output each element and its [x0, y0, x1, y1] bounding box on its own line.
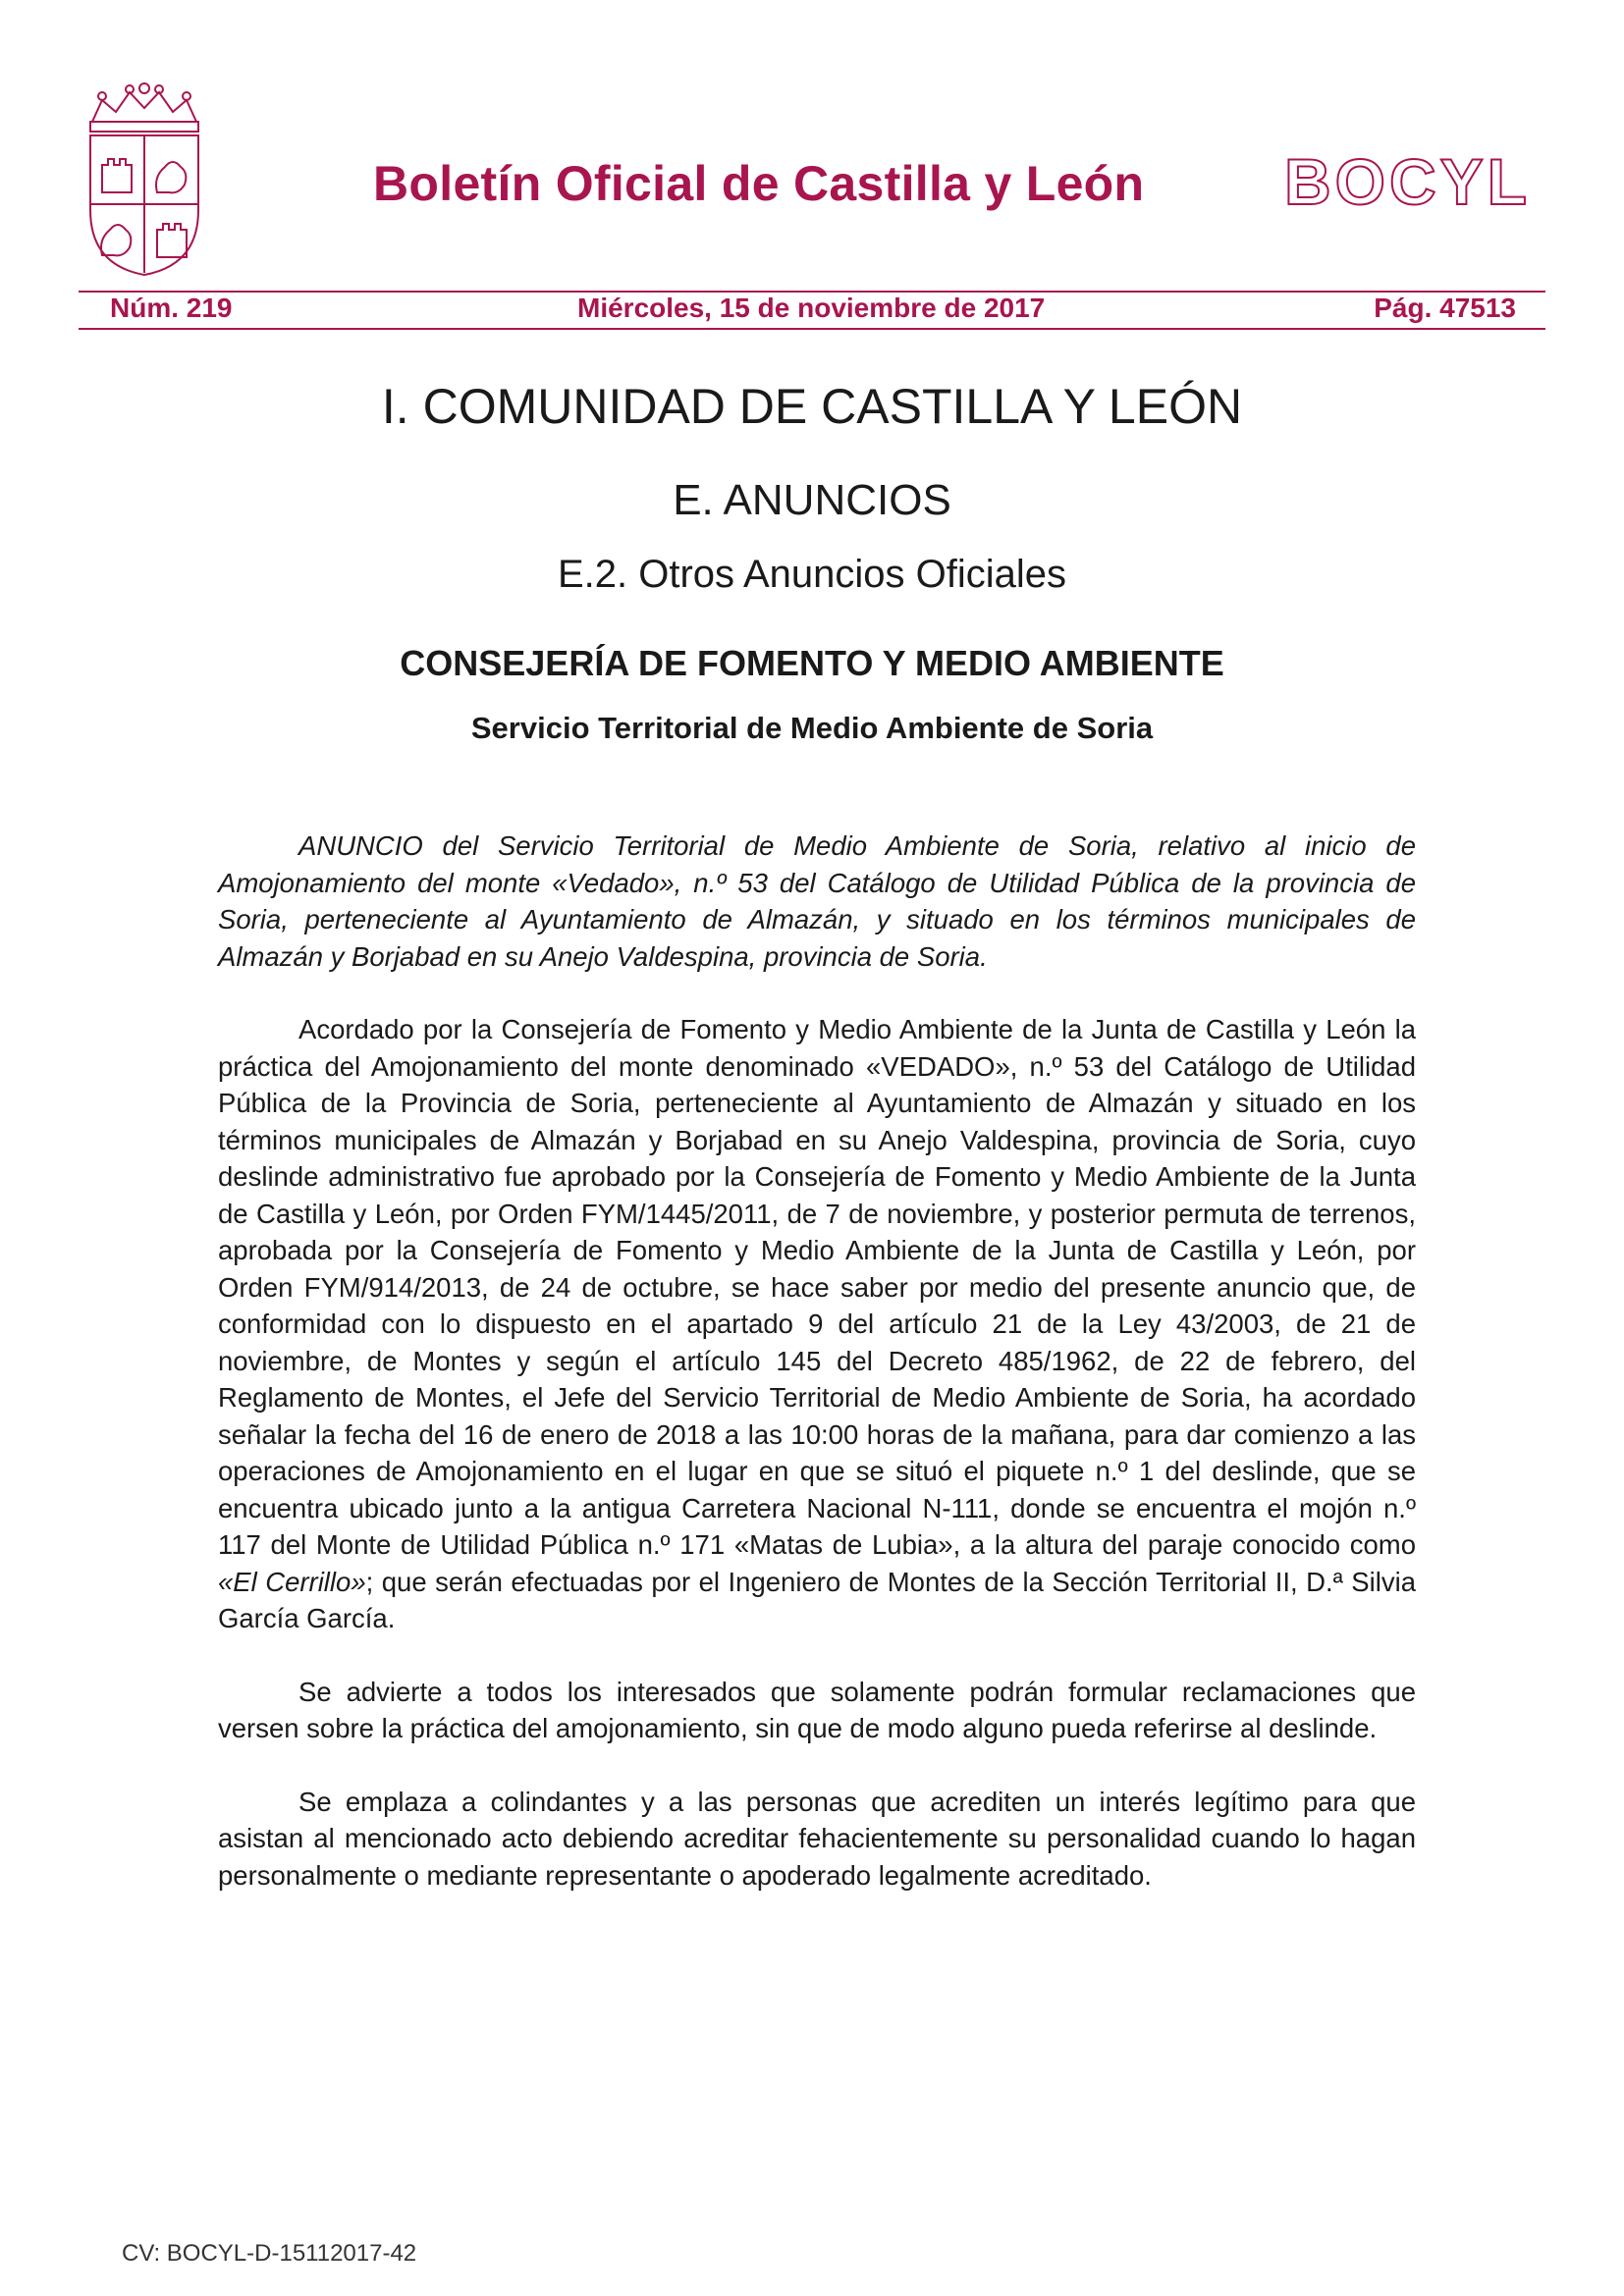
- subsection-heading: E. ANUNCIOS: [673, 476, 951, 524]
- coat-of-arms-logo: [82, 82, 206, 279]
- section-heading: I. COMUNIDAD DE CASTILLA Y LEÓN: [381, 379, 1243, 434]
- svg-text:BOCYL: BOCYL: [1284, 149, 1531, 214]
- header-rule-bottom: [79, 328, 1545, 330]
- paragraph-1: [218, 1011, 1416, 1637]
- department-heading: CONSEJERÍA DE FOMENTO Y MEDIO AMBIENTE: [400, 643, 1224, 683]
- bocyl-logo: [1284, 149, 1549, 214]
- paragraph-1-text-a: Acordado por la Consejería de Fomento y Medio Ambiente de la Junta de Castilla y León la práctica del Amojonamiento del monte denominado «VEDADO», n.º 53 del Catálogo de Utilidad Pública de la Provincia de Soria, perteneciente al Ayuntamiento de Almazán y situado en los términos municipales de Almazán y Borjabad en su Anejo Valdespina, provincia de Soria, cuyo deslinde administrativo fue aprobado por la Consejería de Fomento y Medio Ambiente de la Junta de Castilla y León, por Orden FYM/1445/2011, de 7 de noviembre, y posterior permuta de terrenos, aprobada por la Consejería de Fomento y Medio Ambiente de la Junta de Castilla y León, por Orden FYM/914/2013, de 24 de octubre, se hace saber por medio del presente anuncio que, de conformidad con lo dispuesto en el apartado 9 del artículo 21 de la Ley 43/2003, de 21 de noviembre, de Montes y según el artículo 145 del Decreto 485/1962, de 22 de febrero, del Reglamento de Montes, el Jefe del Servicio Territorial de Medio Ambiente de Soria, ha acordado señalar la fecha del 16 de enero de 2018 a las 10:00 horas de la mañana, para dar comienzo a las operaciones de Amojonamiento en el lugar en que se situó el piquete n.º 1 del deslinde, que se encuentra ubicado junto a la antigua Carretera Nacional N-111, donde se encuentra el mojón n.º 117 del Monte de Utilidad Pública n.º 171 «Matas de Lubia», a la altura del paraje conocido como: [218, 1014, 1416, 1560]
- paragraph-1-text-b: ; que serán efectuadas por el Ingeniero de Montes de la Sección Territorial II, D.ª Silvia García García.: [218, 1566, 1416, 1633]
- issue-number: Núm. 219: [110, 293, 233, 323]
- paragraph-2: Se advierte a todos los interesados que solamente podrán formular reclamaciones que versen sobre la práctica del amojonamiento, sin que de modo alguno pueda referirse al deslinde.: [218, 1676, 1416, 1743]
- announcement-summary: ANUNCIO del Servicio Territorial de Medio Ambiente de Soria, relativo al inicio de Amojonamiento del monte «Vedado», n.º 53 del Catálogo de Utilidad Pública de la provincia de Soria, perteneciente al Ayuntamiento de Almazán, y situado en los términos municipales de Almazán y Borjabad en su Anejo Valdespina, provincia de Soria.: [218, 830, 1416, 972]
- announcement-body: [218, 828, 1416, 1930]
- bulletin-title: Boletín Oficial de Castilla y León: [373, 156, 1145, 211]
- place-name: «El Cerrillo»: [218, 1566, 366, 1597]
- service-heading: Servicio Territorial de Medio Ambiente de Soria: [470, 711, 1154, 745]
- page-number: Pág. 47513: [1374, 293, 1516, 323]
- subsubsection-heading: E.2. Otros Anuncios Oficiales: [557, 553, 1066, 596]
- document-cv-code: CV: BOCYL-D-15112017-42: [122, 2240, 417, 2267]
- paragraph-3: Se emplaza a colindantes y a las personas que acrediten un interés legítimo para que asistan al mencionado acto debiendo acreditar fehacientemente su personalidad cuando lo hagan personalmente o mediante representante o apoderado legalmente acreditado.: [218, 1786, 1416, 1891]
- issue-date: Miércoles, 15 de noviembre de 2017: [577, 293, 1046, 323]
